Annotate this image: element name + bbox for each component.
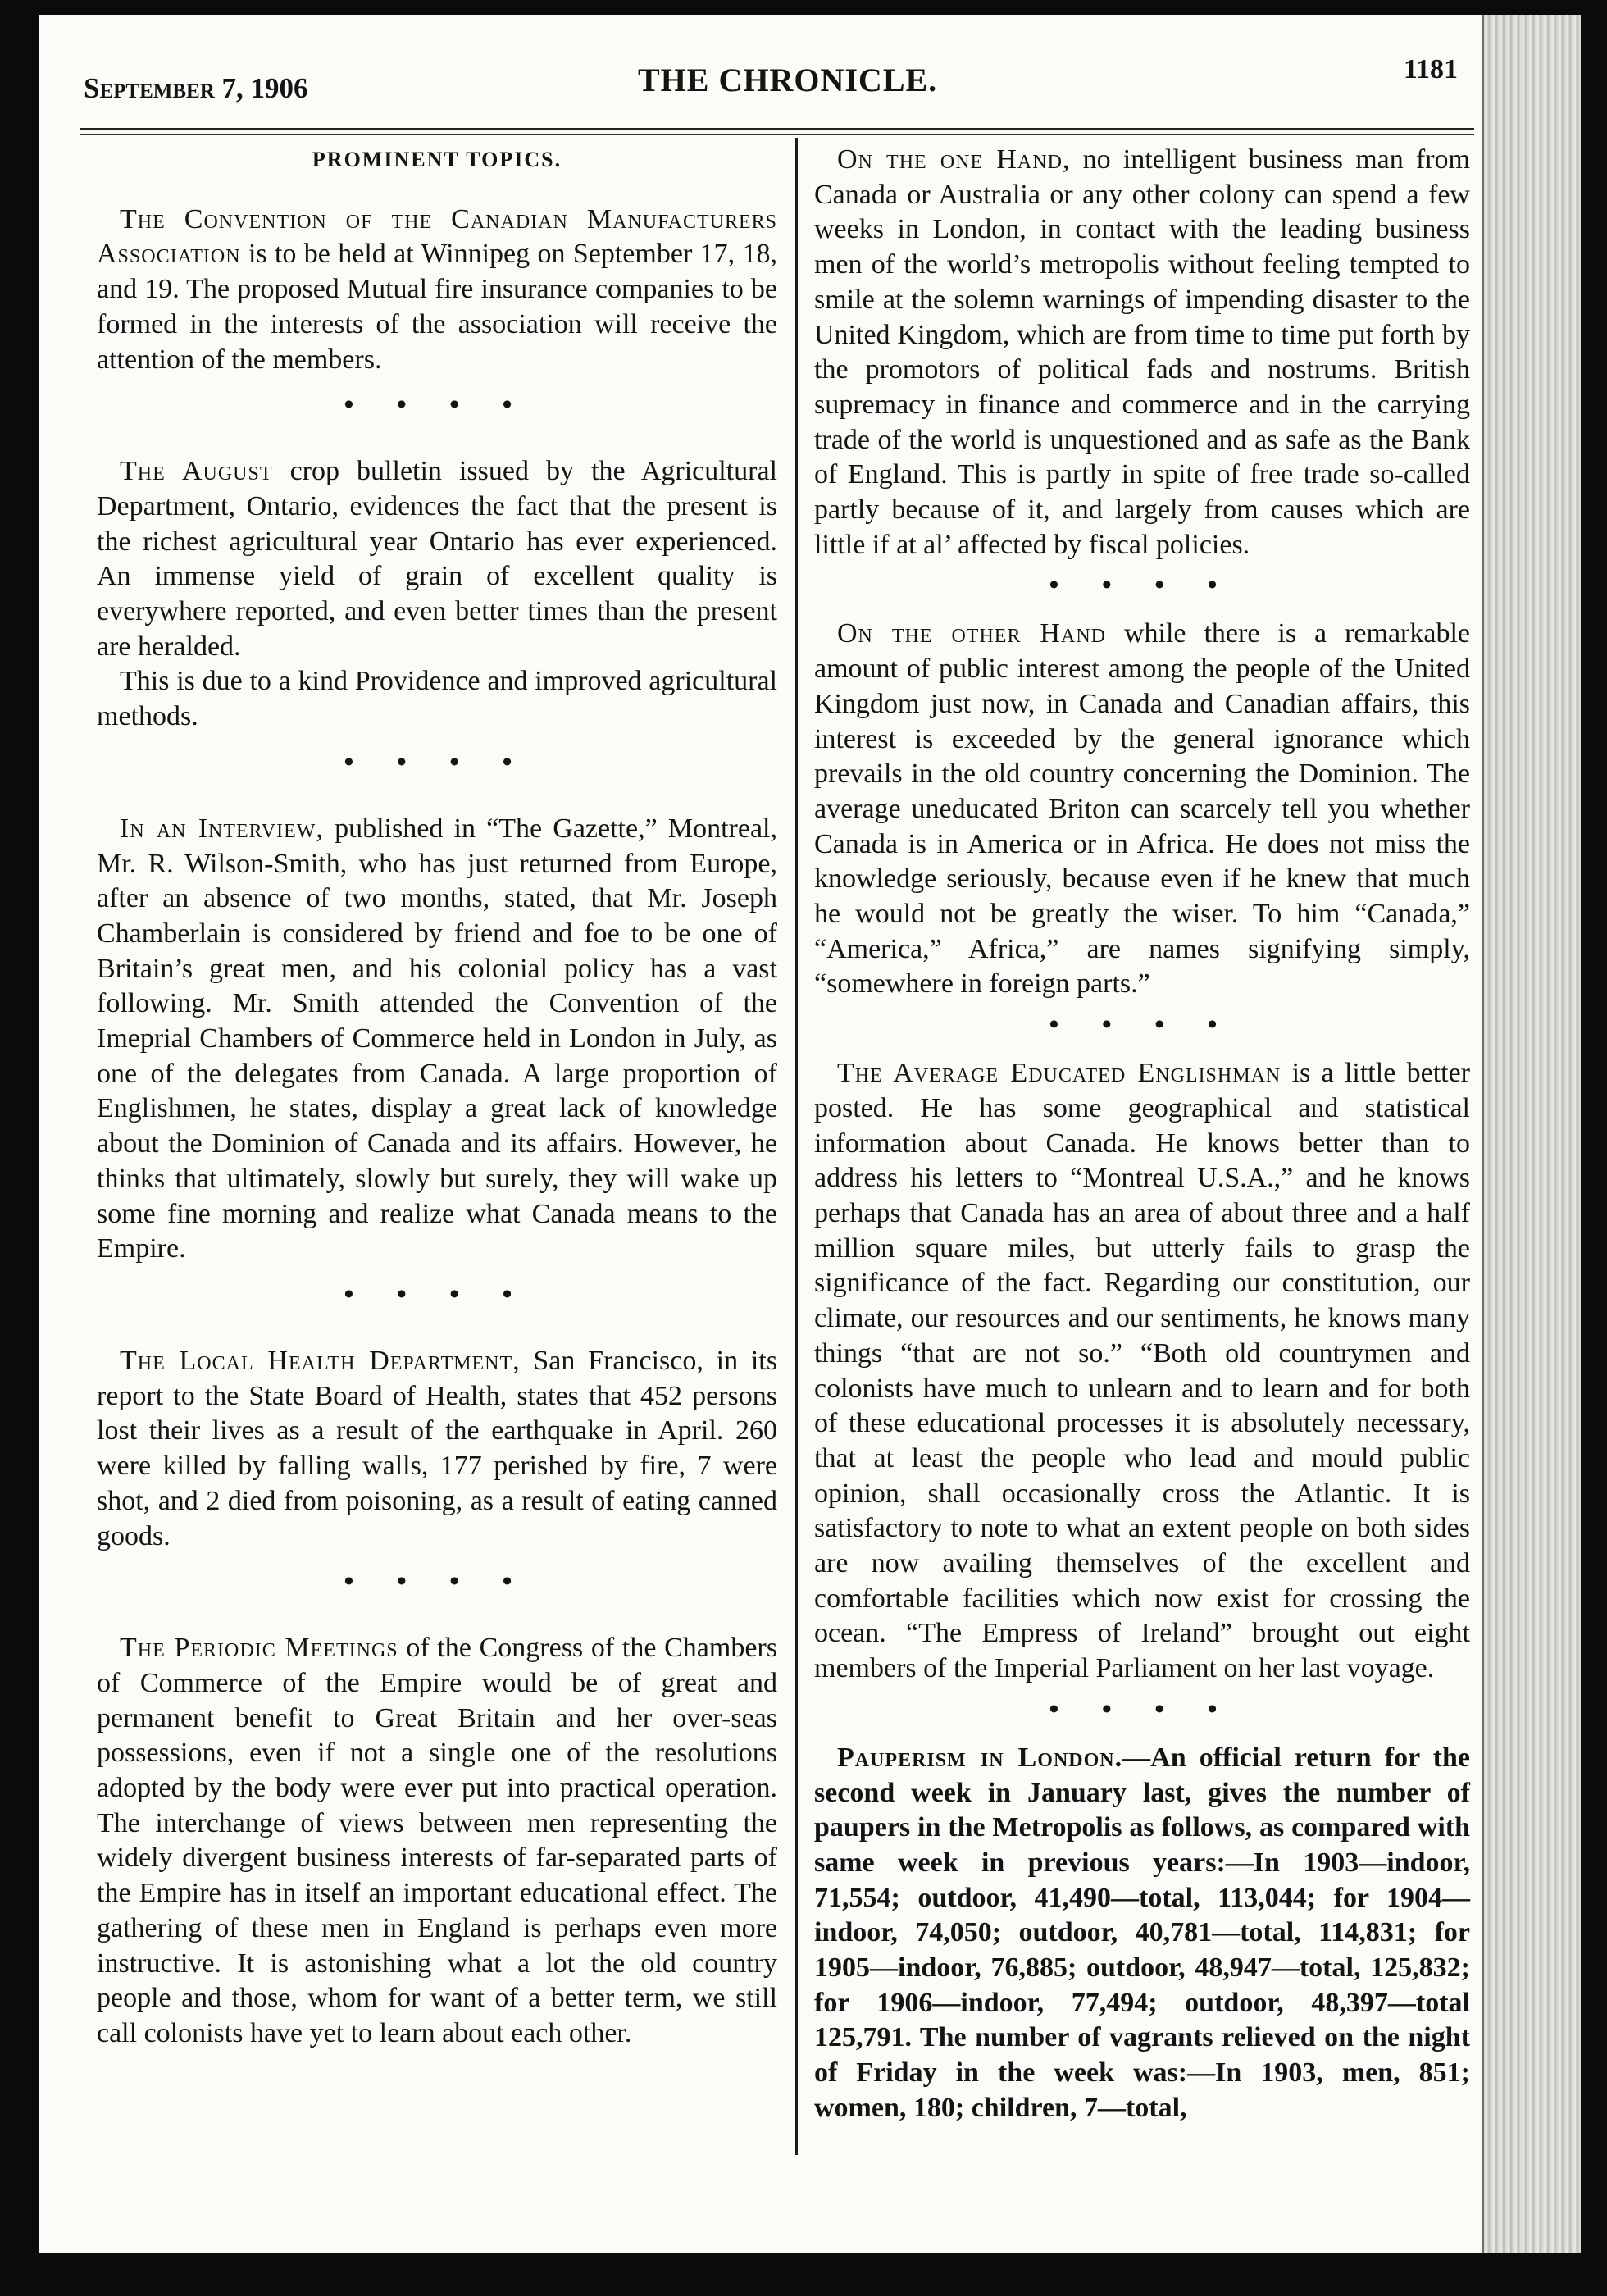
paragraph-lead: Pauperism in London. — [837, 1742, 1123, 1773]
right-column — [814, 143, 1470, 2126]
separator-stars: • • • • — [344, 390, 530, 421]
paragraph-lead: The Convention of the Canadian Manufacturers Association — [97, 203, 777, 270]
paragraph-crop-bulletin — [97, 454, 777, 664]
header-date: September 7, 1906 — [84, 72, 308, 104]
paragraph-text: crop bulletin issued by the Agricultural Department, Ontario, evidences the fact that the present is the richest agricultural year Ontario has ever experienced. An immense yield of grain of excellent quality is everywhere reported, and even better times than the present are heralded. — [97, 456, 777, 662]
paragraph-periodic-meetings — [97, 1631, 777, 2051]
paragraph-text: no intelligent business man from Canada or Australia or any other colony can spend a few weeks in London, in contact with the leading business men of the world’s metropolis without feeling tempted to smile at the solemn warnings of impending disaster to the United Kingdom, which are from time to time put forth by the promotors of political fads and nostrums. British supremacy in finance and commerce and in the carrying trade of the world is unquestioned and as safe as the Bank of England. This is partly in spite of free trade so-called partly because of it, and largely from causes which are little if at al’ affected by fiscal policies. — [814, 144, 1470, 560]
paragraph-providence: This is due to a kind Providence and improved agricultural methods. — [97, 666, 777, 732]
column-divider — [795, 138, 798, 2155]
paragraph-lead: The Local Health Department, — [120, 1345, 521, 1376]
paragraph-text: published in “The Gazette,” Montreal, Mr. R. Wilson-Smith, who has just returned from Europe, after an absence of two months, stated, that Mr. Joseph Chamberlain is considered by friend and foe to be one of Britain’s great men, and his colonial policy has a vast following. Mr. Smith attended the Convention of the Imeprial Chambers of Commerce held in London in July, as one of the delegates from Canada. A large proportion of Englishmen, he states, display a great lack of knowledge about the Dominion of Canada and its affairs. However, he thinks that ultimately, slowly but surely, they will wake up some fine morning and realize what Canada means to the Empire. — [97, 813, 778, 1264]
paragraph-text: is a little better posted. He has some geographical and statistical information about Canada. He knows better than to address his letters to “Montreal U.S.A.,” and he knows perhaps that Canada has an area of about three and a half million square miles, but utterly fails to grasp the significance of the fact. Regarding our constitution, our climate, our resources and our sentiments, he knows many things “that are not so.” “Both old countrymen and colonists have much to unlearn and to learn and for both of these educational processes it is absolutely necessary, that at least the people who lead and mould public opinion, shall occasionally cross the Atlantic. It is satisfactory to note to what an extent people on both sides are now availing themselves of the excellent and comfortable facilities which now exist for crossing the ocean. “The Empress of Ireland” brought out eight members of the Imperial Parliament on her last voyage. — [814, 1058, 1470, 1684]
paragraph-lead: On the one Hand, — [837, 144, 1071, 175]
paragraph-manufacturers-convention — [97, 203, 777, 378]
paragraph-lead: The Average Educated Englishman — [837, 1058, 1282, 1089]
separator-stars: • • • • — [344, 746, 530, 777]
paragraph-other-hand — [814, 617, 1470, 1002]
paragraph-text: while there is a remarkable amount of public interest among the people of the United Kingdom just now, in Canada and Canadian affairs, this interest is exceeded by the general ignorance which prevails in the old country concerning the Dominion. The average uneducated Briton can scarcely tell you whether Canada is in America or in Africa. He does not miss the knowledge seriously, because even if he knew that much he would not be greatly the wiser. To him “Canada,” “America,” Africa,” are names signifying simply, “somewhere in foreign parts.” — [814, 618, 1470, 1000]
paragraph-text: of the Congress of the Chambers of Commerce of the Empire would be of great and permanent benefit to Great Britain and her over-seas possessions, even if not a single one of the resolutions adopted by the body were ever put into practical operation. The interchange of views between men representing the widely divergent business interests of far-separated parts of the Empire has in itself an important educational effect. The gathering of these men in England is perhaps even more instructive. It is astonishing what a lot the old country people and those, whom for want of a better term, we still call colonists have yet to learn about each other. — [97, 1633, 777, 2048]
paragraph-lead: The Periodic Meetings — [120, 1633, 398, 1664]
paragraph-health-department — [97, 1344, 777, 1554]
paragraph-lead: The August — [120, 456, 273, 487]
paragraph-one-hand — [814, 143, 1470, 563]
book-spine — [1482, 15, 1581, 2253]
paragraph-interview — [97, 812, 777, 1267]
page-header — [80, 48, 1458, 113]
separator-stars: • • • • — [1049, 1009, 1236, 1041]
separator-stars: • • • • — [344, 1278, 530, 1310]
separator-stars: • • • • — [1049, 570, 1236, 601]
section-title: PROMINENT TOPICS. — [312, 148, 562, 171]
header-title: THE CHRONICLE. — [638, 61, 938, 98]
paragraph-educated-englishman — [814, 1056, 1470, 1687]
paragraph-pauperism — [814, 1741, 1470, 2126]
newspaper-page — [39, 15, 1581, 2253]
left-column — [97, 143, 777, 2052]
header-page-number: 1181 — [1403, 54, 1458, 84]
paragraph-text: is to be held at Winnipeg on September 17, 18, and 19. The proposed Mutual fire insurance companies to be formed in the interests of the association will receive the attention of the members. — [97, 239, 777, 375]
separator-stars: • • • • — [1049, 1693, 1236, 1724]
separator-stars: • • • • — [344, 1566, 530, 1597]
paragraph-text: San Francisco, in its report to the State Board of Health, states that 452 persons lost their lives as a result of the earthquake in April. 260 were killed by falling walls, 177 perished by fire, 7 were shot, and 2 died from poisoning, as a result of eating canned goods. — [97, 1345, 777, 1551]
paragraph-text: —An official return for the second week in January last, gives the number of paupers in the Metropolis as follows, as compared with same week in previous years:—In 1903—indoor, 71,554; outdoor, 41,490—total, 113,044; for 1904—indoor, 74,050; outdoor, 40,781—total, 114,831; for 1905—indoor, 76,885; outdoor, 48,947—total, 125,832; for 1906—indoor, 77,494; outdoor, 48,397—total 125,791. The number of vagrants relieved on the night of Friday in the week was:—In 1903, men, 851; women, 180; children, 7—total, — [814, 1742, 1470, 2123]
header-rule-thin — [80, 134, 1474, 135]
paragraph-lead: In an Interview, — [120, 813, 324, 844]
header-rule — [80, 128, 1474, 130]
paragraph-lead: On the other Hand — [837, 618, 1106, 649]
